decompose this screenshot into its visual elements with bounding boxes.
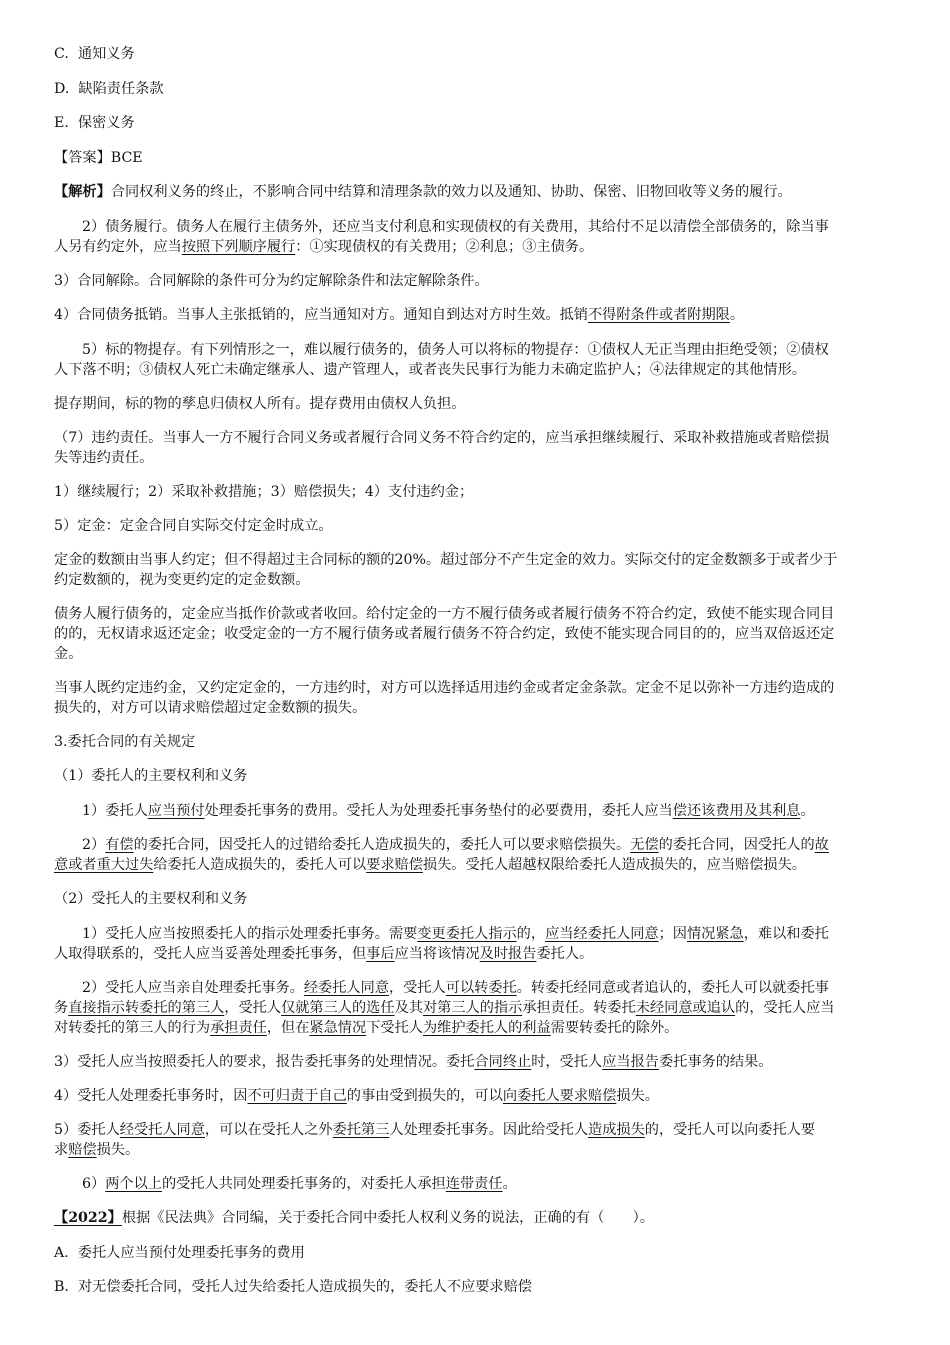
entrust-heading: 3.委托合同的有关规定 <box>54 734 196 750</box>
entrust-agent-2-line-1: 2）受托人应当亲自处理委托事务。经委托人同意，受托人可以转委托。转委托经同意或者追认的，委托人可以就委托事 <box>82 980 829 996</box>
analysis-line: 【解析】合同权利义务的终止，不影响合同中结算和清理条款的效力以及通知、协助、保密、旧物回收等义务的履行。 <box>54 184 792 200</box>
breach-line-4: 5）定金：定金合同自实际交付定金时成立。 <box>54 518 333 534</box>
option-c: C. 通知义务 <box>54 46 135 62</box>
option-d: D. 缺陷责任条款 <box>54 81 164 97</box>
entrust-agent-2-line-2: 务直接指示转委托的第三人，受托人仅就第三人的选任及其对第三人的指示承担责任。转委托未经同意或追认的，受托人应当 <box>54 1000 835 1016</box>
answer-line: 【答案】BCE <box>54 150 143 166</box>
option-e: E. 保密义务 <box>54 115 135 131</box>
entrust-sub2: （2）受托人的主要权利和义务 <box>54 891 248 907</box>
deposit-p2-line-1: 债务人履行债务的，定金应当抵作价款或者收回。给付定金的一方不履行债务或者履行债务不符合约定，致使不能实现合同目 <box>54 606 835 622</box>
breach-line-2: 失等违约责任。 <box>54 450 154 466</box>
entrust-principal-1: 1）委托人应当预付处理委托事务的费用。受托人为处理委托事务垫付的必要费用，委托人应当偿还该费用及其利息。 <box>82 803 815 819</box>
entrust-agent-1-line-2: 人取得联系的，受托人应当妥善处理委托事务，但事后应当将该情况及时报告委托人。 <box>54 946 594 962</box>
deposit-p1-line-1: 定金的数额由当事人约定；但不得超过主合同标的额的20%。超过部分不产生定金的效力。实际交付的定金数额多于或者少于 <box>54 552 838 568</box>
deposit-p1-line-2: 约定数额的，视为变更约定的定金数额。 <box>54 572 310 588</box>
entrust-agent-3: 3）受托人应当按照委托人的要求，报告委托事务的处理情况。委托合同终止时，受托人应当报告委托事务的结果。 <box>54 1054 773 1070</box>
deposit-p3-line-1: 当事人既约定违约金，又约定定金的，一方违约时，对方可以选择适用违约金或者定金条款。定金不足以弥补一方违约造成的 <box>54 680 835 696</box>
entrust-sub1: （1）委托人的主要权利和义务 <box>54 768 248 784</box>
termination-line: 3）合同解除。合同解除的条件可分为约定解除条件和法定解除条件。 <box>54 273 489 289</box>
deposit-p2-line-3: 金。 <box>54 646 83 662</box>
question-stem: 【2022】根据《民法典》合同编，关于委托合同中委托人权利义务的说法，正确的有（ ）。 <box>54 1210 654 1226</box>
entrust-agent-4: 4）受托人处理委托事务时，因不可归责于自己的事由受到损失的，可以向委托人要求赔偿损失。 <box>54 1088 659 1104</box>
breach-line-1: （7）违约责任。当事人一方不履行合同义务或者履行合同义务不符合约定的，应当承担继续履行、采取补救措施或者赔偿损 <box>54 430 830 446</box>
entrust-agent-1-line-1: 1）受托人应当按照委托人的指示处理委托事务。需要变更委托人指示的，应当经委托人同意；因情况紧急，难以和委托 <box>82 926 829 942</box>
entrust-agent-5-line-1: 5）委托人经受托人同意，可以在受托人之外委托第三人处理委托事务。因此给受托人造成损失的，受托人可以向委托人要 <box>54 1122 816 1138</box>
entrust-agent-5-line-2: 求赔偿损失。 <box>54 1142 140 1158</box>
setoff-line: 4）合同债务抵销。当事人主张抵销的，应当通知对方。通知自到达对方时生效。抵销不得附条件或者附期限。 <box>54 307 745 323</box>
deposit-p3-line-2: 损失的，对方可以请求赔偿超过定金数额的损失。 <box>54 700 367 716</box>
debt-performance-line-1: 2）债务履行。债务人在履行主债务外，还应当支付利息和实现债权的有关费用，其给付不足以清偿全部债务的，除当事 <box>82 219 829 235</box>
question-option-b: B. 对无偿委托合同，受托人过失给委托人造成损失的，委托人不应要求赔偿 <box>54 1279 532 1295</box>
escrow-line-2: 人下落不明；③债权人死亡未确定继承人、遗产管理人，或者丧失民事行为能力未确定监护人；④法律规定的其他情形。 <box>54 362 806 378</box>
breach-line-3: 1）继续履行；2）采取补救措施；3）赔偿损失；4）支付违约金； <box>54 484 474 500</box>
entrust-agent-6: 6）两个以上的受托人共同处理委托事务的，对委托人承担连带责任。 <box>82 1176 517 1192</box>
escrow-line-1: 5）标的物提存。有下列情形之一，难以履行债务的，债务人可以将标的物提存：①债权人无正当理由拒绝受领；②债权 <box>82 342 829 358</box>
entrust-principal-2-line-2: 意或者重大过失给委托人造成损失的，委托人可以要求赔偿损失。受托人超越权限给委托人造成损失的，应当赔偿损失。 <box>54 857 806 873</box>
debt-performance-line-2: 人另有约定外，应当按照下列顺序履行：①实现债权的有关费用；②利息；③主债务。 <box>54 239 594 255</box>
escrow-line-3: 提存期间，标的物的孳息归债权人所有。提存费用由债权人负担。 <box>54 396 466 412</box>
entrust-principal-2-line-1: 2）有偿的委托合同，因受托人的过错给委托人造成损失的，委托人可以要求赔偿损失。无偿的委托合同，因受托人的故 <box>82 837 829 853</box>
entrust-agent-2-line-3: 对转委托的第三人的行为承担责任，但在紧急情况下受托人为维护委托人的利益需要转委托的除外。 <box>54 1020 679 1036</box>
question-option-a: A. 委托人应当预付处理委托事务的费用 <box>54 1245 305 1261</box>
deposit-p2-line-2: 的的，无权请求返还定金；收受定金的一方不履行债务或者履行债务不符合约定，致使不能实现合同目的的，应当双倍返还定 <box>54 626 835 642</box>
